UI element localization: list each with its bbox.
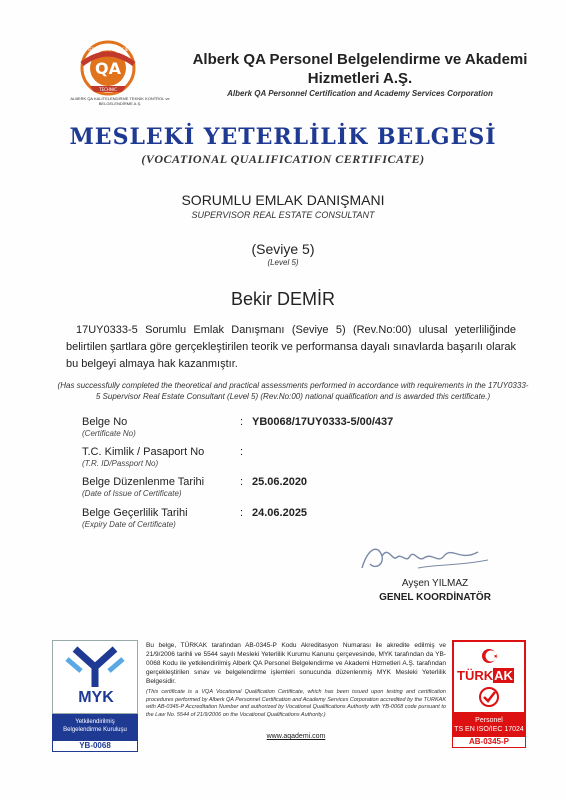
field-colon: : <box>240 446 244 458</box>
qualification-name-en: SUPERVISOR REAL ESTATE CONSULTANT <box>191 210 375 220</box>
signatory-name: Ayşen YILMAZ <box>401 578 469 589</box>
turkak-badge <box>452 640 526 752</box>
turkak-brand-b: AK <box>494 668 513 683</box>
qualification-name-tr: SORUMLU EMLAK DANIŞMANI <box>181 192 385 208</box>
field-label: Belge Geçerlilik Tarihi <box>82 507 188 519</box>
myk-logo <box>52 640 138 714</box>
field-label: Belge Düzenlenme Tarihi <box>82 476 205 488</box>
turkak-code: AB-0345-P <box>452 736 526 748</box>
turkak-logo <box>452 640 526 714</box>
holder-name: Bekir DEMİR <box>230 289 335 309</box>
certificate-title: MESLEKİ YETERLİLİK BELGESİ <box>69 124 497 150</box>
company-name-line1: Alberk QA Personel Belgelendirme ve Akademi <box>192 51 528 68</box>
footer-note-tr: Bu belge, TÜRKAK tarafından AB-0345-P Kodu Akreditasyon Numarası ile akredite edilmiş ve 21/9/2006 tarihli ve 5544 sayılı Mesleki Yeterlilik Kurumu Kanunu çerçevesinde, MYK tarafından da YB-0068 Kodu ile yetkilendirilmiş Alberk QA Personel Belgelendirme ve Akademi Hizmetleri A.Ş. tarafından gerçekleştirilen sınav ve belgelendirme işlemleri sonucunda düzenlenmiş MYK Mesleki Yeterlilik Belgesidir. <box>146 642 446 685</box>
turkak-band <box>452 714 526 736</box>
logo-caption: ALBERK QA KALİTELENDİRME TEKNİK KONTROL ve BELGELENDİRME A.Ş. <box>70 96 170 106</box>
field-sublabel: (Date of Issue of Certificate) <box>82 489 182 498</box>
company-name-line2: Hizmetleri A.Ş. <box>307 70 413 87</box>
field-sublabel: (Expiry Date of Certificate) <box>82 520 176 529</box>
field-label: Belge No <box>82 416 128 428</box>
myk-code: YB-0068 <box>52 740 138 752</box>
company-header <box>180 50 540 98</box>
myk-brand: MYK <box>78 689 114 706</box>
turkak-line2: TS EN ISO/IEC 17024 <box>454 726 524 733</box>
field-colon: : <box>240 476 244 488</box>
certificate-subtitle: (VOCATIONAL QUALIFICATION CERTIFICATE) <box>141 152 425 166</box>
field-colon: : <box>240 416 244 428</box>
logo-bottom-text: TECHNIC <box>99 87 117 92</box>
field-colon: : <box>240 507 244 519</box>
myk-band <box>52 714 138 740</box>
logo-top-text: INTERNATIONAL SOCIETY <box>82 47 134 52</box>
level-en: (Level 5) <box>267 258 299 267</box>
myk-line2: Belgelendirme Kuruluşu <box>63 727 127 733</box>
company-name-en: Alberk QA Personnel Certification and Academy Services Corporation <box>227 89 493 98</box>
website-link[interactable]: www.aqademi.com <box>266 733 326 740</box>
turkak-line1: Personel <box>475 717 503 724</box>
field-id-no <box>82 446 532 468</box>
field-value: 25.06.2020 <box>252 476 308 488</box>
field-expiry-date <box>82 507 532 529</box>
field-sublabel: (T.R. ID/Passport No) <box>82 459 159 468</box>
qualification-block <box>0 192 566 220</box>
myk-badge <box>52 640 138 754</box>
myk-line1: Yetkilendirilmiş <box>75 719 115 725</box>
field-certificate-no <box>82 416 532 438</box>
field-sublabel: (Certificate No) <box>82 429 136 438</box>
footer-note-en: (This certificate is a VQA Vocational Qualification Certificate, which has been issued upon testing and certification procedures performed by Alberk QA Personnel Certification and Academy Services Corporation accredited by the TURKAK with AB-0345-P Accreditation Number and authorized by Vocational Qualifications Authority with YB-0068 code pursuant to the Law No. 5544 of 21/9/2006 on the Vocational Qualifications Authority.) <box>146 689 446 718</box>
turkak-brand-a: TÜRK <box>457 668 494 683</box>
statement-en: (Has successfully completed the theoretical and practical assessments performed in accordance with requirements in the 17UY0333-5 Supervisor Real Estate Consultant (Level 5) (Rev.No:00) national qualification and is awarded this certificate.) <box>57 381 529 401</box>
field-label: T.C. Kimlik / Pasaport No <box>82 446 205 458</box>
field-issue-date <box>82 476 532 498</box>
level-block <box>0 241 566 267</box>
signatory-title: GENEL KOORDİNATÖR <box>379 592 491 603</box>
logo-mark: QA <box>95 59 121 78</box>
statement-tr: 17UY0333-5 Sorumlu Emlak Danışmanı (Seviye 5) (Rev.No:00) ulusal yeterliliğinde belirtilen şartlara göre gerçekleştirilen teorik ve performansa dayalı sınavlarda başarılı olarak bu belgeyi almaya hak kazanmıştır. <box>66 324 516 370</box>
field-value: YB0068/17UY0333-5/00/437 <box>252 416 394 428</box>
signature-image <box>348 538 498 578</box>
myk-emblem-icon <box>53 641 137 689</box>
field-value: 24.06.2025 <box>252 507 308 519</box>
turkak-brand <box>457 668 514 683</box>
level-tr: (Seviye 5) <box>251 241 315 257</box>
